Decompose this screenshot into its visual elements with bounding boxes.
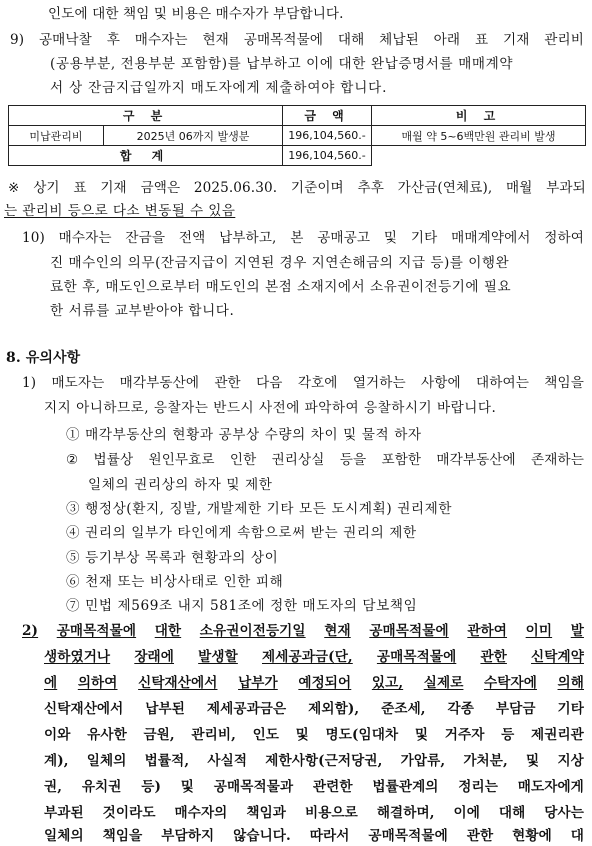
s8-item2-line9-text-word: 책임을 (102, 828, 143, 844)
s8-item2-line1-text-word: 대한 (154, 623, 182, 639)
s8-item2-line8-text-word: 것이라도 (102, 805, 156, 821)
subitem-3: ③ 행정상(환지, 징발, 개발제한 기타 모든 도시계획) 권리제한 (66, 501, 453, 517)
s8-item1-line1-text-word: 매도자는 (51, 375, 105, 391)
s8-item2-line5-text-word: 등 (501, 727, 515, 743)
top-line: 인도에 대한 책임 및 비용은 매수자가 부담합니다. (48, 6, 344, 22)
table-header-row (9, 106, 586, 126)
s8-item2-line3-text-word: 있고, (371, 675, 404, 691)
s8-item2-line2 (44, 647, 584, 667)
total-label: 합 계 (9, 146, 283, 166)
s8-item2-line7-text-word: 관련한 (312, 779, 353, 795)
s8-item2-line9-text-word: 않습니다. (233, 828, 291, 844)
s8-item1-line1-text-word: 각호에 (297, 375, 338, 391)
subitem-2-text-word: ② (66, 452, 79, 468)
item10-line3: 료한 후, 매도인으로부터 매도인의 본점 소재지에서 소유권이전등기에 필요 (50, 279, 512, 295)
note-line1-text-word: 2025.06.30. (193, 180, 278, 196)
item10-line1-text-word: 정하여 (544, 230, 584, 246)
item10-line1-text-word: 및 (383, 230, 398, 246)
s8-item2-line7-text-word: 권, (44, 779, 63, 795)
s8-item2-line6-text-word: 일체의 (86, 753, 127, 769)
s8-item2-line3-text-word: 예정되어 (298, 675, 352, 691)
note-line1 (8, 178, 586, 198)
item10-line1 (22, 228, 584, 248)
s8-item2-line8-text-word: 비용으로 (304, 805, 358, 821)
s8-item2-line7-text-word: 및 (180, 779, 195, 795)
s8-item2-line7-text-word: 유치권 (81, 779, 122, 795)
item9-line2: (공용부분, 전용부분 포함함)를 납부하고 이에 대한 완납증명서를 매매계약 (50, 56, 514, 72)
s8-item2-line5-text-word: 및 (295, 727, 309, 743)
s8-item2-line4-text-word: 부담금 (495, 701, 536, 717)
s8-item2-line6 (44, 751, 584, 771)
s8-item2-line3-text-word: 실제로 (423, 675, 464, 691)
s8-item2-line6-text-word: 사실적 (207, 753, 248, 769)
s8-item2-line1-text-word: 공매목적물에 (369, 623, 449, 639)
subitem-2-text-word: 법률상 (93, 452, 134, 468)
s8-item2-line7-text-word: 등) (141, 779, 162, 795)
item9-line1-text-word: 현재 (202, 32, 229, 48)
subitem-2-cont: 일체의 권리상의 하자 및 제한 (88, 477, 273, 493)
subitem-5: ⑤ 등기부상 목록과 현황과의 상이 (66, 550, 279, 566)
s8-item2-line3-text-word: 에 (44, 675, 58, 691)
note-line1-text-word: 부과되 (546, 180, 586, 196)
s8-item2-line9-text-word: 일체의 (44, 828, 84, 844)
s8-item2-line1-text-word: 소유권이전등기일 (199, 623, 306, 639)
item9-line1 (10, 30, 584, 50)
s8-item2-line8-text-word: 대해 (498, 805, 526, 821)
s8-item2-line3-text-word: 수탁자에 (484, 675, 537, 691)
s8-item2-line2-text-word: 제세공과금(단, (262, 649, 353, 665)
item10-line1-text-word: 10) (22, 230, 45, 246)
item10-line1-text-word: 납부하고, (219, 230, 277, 246)
s8-item2-line1-text-word: 관하여 (467, 623, 508, 639)
s8-item2-line5-text-word: 유사한 (87, 727, 127, 743)
note-line1-text-word: 가산금(연체료), (397, 180, 493, 196)
s8-item2-line4-text-word: 기타 (557, 701, 584, 717)
s8-item2-line6-text-word: 가처분, (463, 753, 508, 769)
s8-item2-line1-text-word: 이미 (525, 623, 553, 639)
item9-line1-text-word: 후 (106, 32, 120, 48)
note-line1-text-word: 매월 (506, 180, 533, 196)
note-line1-text-word: 상기 (33, 180, 60, 196)
s8-item1-line1-text-word: 관한 (214, 375, 241, 391)
s8-item2-line7 (44, 777, 584, 797)
subitem-2-text-word: 권리상실 (271, 452, 325, 468)
s8-item2-line6-text-word: 가압류, (400, 753, 446, 769)
item9-line1-text-word: 관리비 (544, 32, 584, 48)
header-amount: 금 액 (283, 106, 372, 126)
subitem-2-text-word: 등을 (339, 452, 367, 468)
s8-item2-line7-text-word: 법률관계의 (372, 779, 439, 795)
s8-item2-line6-text-word: 지상 (557, 753, 584, 769)
s8-item2-line5-text-word: 명도(임대차 (325, 727, 399, 743)
s8-item2-line1 (22, 621, 584, 641)
item10-line1-text-word: 매수자는 (58, 230, 112, 246)
s8-item2-line8 (44, 803, 584, 823)
s8-item2-line4-text-word: 준조세, (381, 701, 426, 717)
note-line1-text-word: 기준이며 (290, 180, 344, 196)
s8-item1-line1-text-word: 다음 (256, 375, 283, 391)
s8-item2-line1-text-word: 현재 (324, 623, 351, 639)
s8-item2-line2-text-word: 발생할 (198, 649, 238, 665)
note-line1-text-word: ※ (8, 180, 20, 196)
s8-item2-line9 (44, 826, 584, 846)
cell-type: 미납관리비 (9, 126, 104, 146)
s8-item2-line5-text-word: 거주자 (444, 727, 485, 743)
note-line1-text-word: 기재 (100, 180, 127, 196)
subitem-1: ① 매각부동산의 현황과 공부상 수량의 차이 및 물적 하자 (66, 427, 422, 443)
item9-line1-text-word: 대해 (337, 32, 365, 48)
total-amount: 196,104,560.- (283, 146, 372, 166)
note-line1-text-word: 표 (73, 180, 87, 196)
item10-line1-text-word: 전액 (178, 230, 206, 246)
s8-item2-line5-text-word: 금원, (143, 727, 175, 743)
item10-line1-text-word: 본 (290, 230, 304, 246)
s8-item2-line7-text-word: 정리는 (458, 779, 498, 795)
s8-item2-line6-text-word: 계), (44, 753, 69, 769)
subitem-2-text-word: 존재하는 (531, 452, 584, 468)
s8-item2-line3-text-word: 신탁재산에서 (138, 675, 218, 691)
item9-line1-text-word: 9) (10, 32, 25, 48)
s8-item2-line5-text-word: 이와 (44, 727, 71, 743)
s8-item1-line1-text-word: 책임을 (544, 375, 584, 391)
item9-line1-text-word: 표 (474, 32, 489, 48)
s8-item2-line9-text-word: 부담하지 (161, 828, 215, 844)
s8-item2-line7-text-word: 공매목적물과 (213, 779, 294, 795)
subitem-2-text-word: 원인무효로 (148, 452, 215, 468)
s8-item2-line1-text-word: 발 (570, 623, 584, 639)
s8-item2-line5-text-word: 제권리관 (530, 727, 584, 743)
s8-item2-line9-text-word: 대 (570, 828, 584, 844)
s8-item2-line5 (44, 725, 584, 745)
s8-item2-line4-text-word: 납부된 (145, 701, 185, 717)
s8-item2-line2-text-word: 관한 (480, 649, 507, 665)
s8-item2-line3-text-word: 의해 (557, 675, 584, 691)
item10-line1-text-word: 매매계약에서 (451, 230, 531, 246)
s8-item2-line8-text-word: 해결하며, (376, 805, 435, 821)
s8-item2-line8-text-word: 매수자의 (174, 805, 228, 821)
header-remark: 비 고 (372, 106, 586, 126)
cell-remark: 매월 약 5~6백만원 관리비 발생 (372, 126, 586, 146)
s8-item2-line9-text-word: 현황에 (512, 828, 552, 844)
cell-amount: 196,104,560.- (283, 126, 372, 146)
s8-item2-line3 (44, 673, 584, 693)
s8-item2-line9-text-word: 따라서 (309, 828, 350, 844)
s8-item2-line9-text-word: 공매목적물에 (368, 828, 448, 844)
item9-line1-text-word: 매수자는 (134, 32, 188, 48)
s8-item2-line5-text-word: 인도 (252, 727, 280, 743)
s8-item2-line6-text-word: 제한사항(근저당권, (265, 753, 383, 769)
s8-item2-line8-text-word: 당사는 (544, 805, 584, 821)
item9-line1-text-word: 체납된 (379, 32, 419, 48)
section-8-title: 8. 유의사항 (6, 350, 81, 366)
item10-line4: 한 서류를 교부받아야 합니다. (50, 303, 235, 319)
s8-item2-line4-text-word: 신탁재산에서 (44, 701, 124, 717)
s8-item2-line1-text-word: 2) (22, 623, 39, 639)
s8-item2-line2-text-word: 공매목적물에 (376, 649, 457, 665)
note-line1-text-word: 추후 (357, 180, 384, 196)
table-row (9, 126, 586, 146)
item10-line1-text-word: 공매공고 (317, 230, 371, 246)
s8-item2-line2-text-word: 장래에 (134, 649, 175, 665)
item9-line1-text-word: 기재 (502, 32, 530, 48)
subitem-4: ④ 권리의 일부가 타인에게 속함으로써 받는 권리의 제한 (66, 525, 417, 541)
table-total-row (9, 146, 586, 166)
subitem-2 (66, 450, 584, 470)
management-fee-table (8, 105, 586, 166)
s8-item1-line1-text-word: 사항에 (421, 375, 461, 391)
s8-item2-line9-text-word: 관한 (466, 828, 494, 844)
s8-item2-line6-text-word: 법률적, (144, 753, 190, 769)
item9-line3: 서 상 잔금지급일까지 매도자에게 제출하여야 합니다. (50, 80, 388, 96)
s8-item2-line5-text-word: 및 (414, 727, 429, 743)
s8-item1-line1-text-word: 대하여는 (476, 375, 529, 391)
s8-item2-line8-text-word: 책임과 (246, 805, 287, 821)
s8-item1-line1-text-word: 매각부동산에 (119, 375, 200, 391)
s8-item2-line4-text-word: 제세공과금은 (206, 701, 287, 717)
item9-line1-text-word: 공매목적물에 (243, 32, 324, 48)
s8-item2-line7-text-word: 매도자에게 (517, 779, 584, 795)
s8-item1-line2: 지지 아니하므로, 응찰자는 반드시 사전에 파악하여 응찰하시기 바랍니다. (44, 400, 497, 416)
subitem-2-text-word: 인한 (229, 452, 257, 468)
s8-item2-line3-text-word: 의하여 (77, 675, 118, 691)
s8-item1-line1-text-word: 열거하는 (352, 375, 406, 391)
s8-item2-line8-text-word: 부과된 (44, 805, 84, 821)
cell-period: 2025년 06까지 발생분 (104, 126, 283, 146)
s8-item2-line2-text-word: 신탁계약 (531, 649, 584, 665)
subitem-2-text-word: 포함한 (381, 452, 422, 468)
item10-line1-text-word: 기타 (410, 230, 438, 246)
s8-item2-line3-text-word: 납부가 (238, 675, 278, 691)
total-empty-cell (372, 146, 586, 166)
subitem-6: ⑥ 천재 또는 비상사태로 인한 피해 (66, 574, 284, 590)
s8-item1-line1 (22, 373, 584, 393)
item10-line2: 진 매수인의 의무(잔금지급이 지연된 경우 지연손해금의 지급 등)를 이행완 (50, 255, 510, 271)
note-line2: 는 관리비 등으로 다소 변동될 수 있음 (4, 203, 236, 219)
s8-item2-line2-text-word: 생하였거나 (44, 649, 111, 665)
s8-item2-line1-text-word: 공매목적물에 (56, 623, 137, 639)
s8-item2-line4 (44, 699, 584, 719)
item9-line1-text-word: 아래 (433, 32, 461, 48)
s8-item2-line8-text-word: 이에 (453, 805, 480, 821)
subitem-2-text-word: 매각부동산에 (436, 452, 516, 468)
subitem-7: ⑦ 민법 제569조 내지 581조에 정한 매도자의 담보책임 (66, 598, 418, 614)
item9-line1-text-word: 공매낙찰 (38, 32, 92, 48)
note-line1-text-word: 금액은 (140, 180, 181, 196)
s8-item2-line4-text-word: 제외함), (308, 701, 360, 717)
s8-item1-line1-text-word: 1) (22, 375, 37, 391)
s8-item2-line5-text-word: 관리비, (191, 727, 236, 743)
s8-item2-line6-text-word: 및 (526, 753, 540, 769)
item10-line1-text-word: 잔금을 (125, 230, 166, 246)
s8-item2-line4-text-word: 각종 (447, 701, 474, 717)
header-category: 구 분 (9, 106, 283, 126)
